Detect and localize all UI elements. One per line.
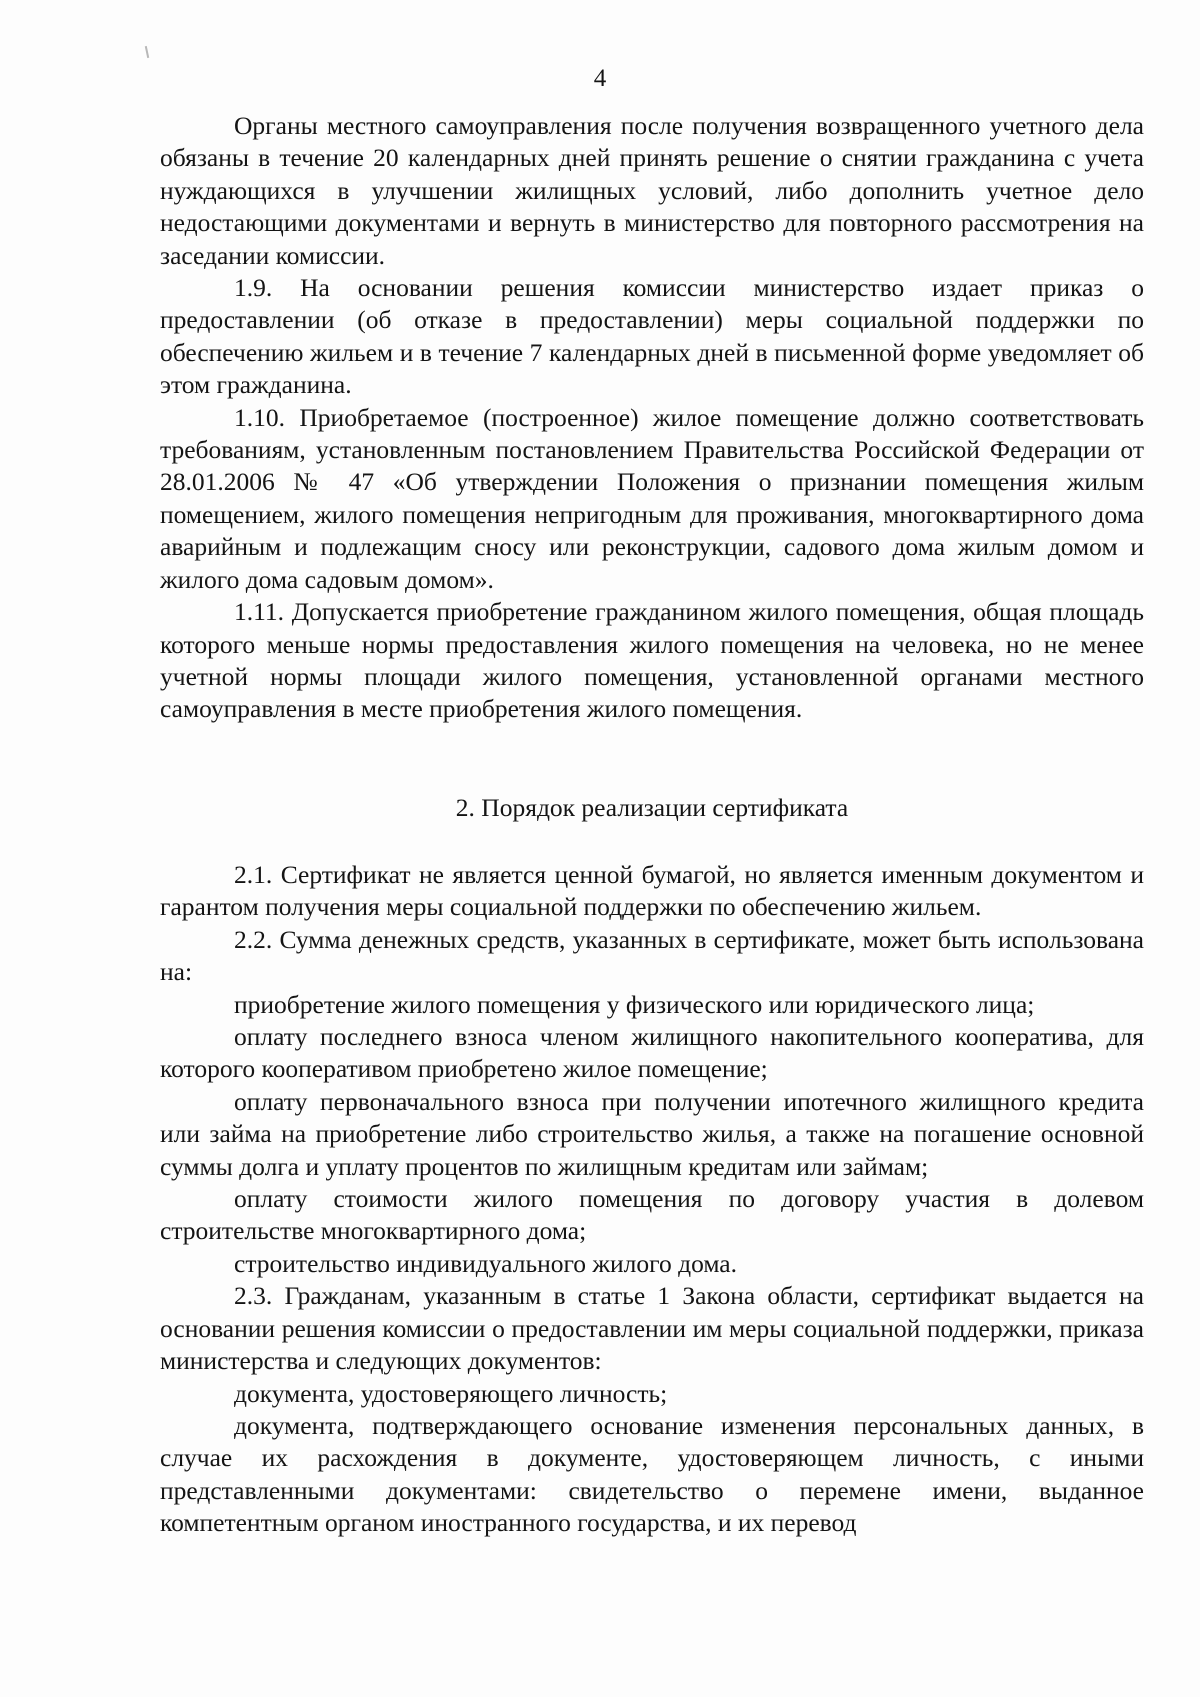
list-item: оплату последнего взноса членом жилищного накопительного кооператива, для которого кооперативом приобретено жилое помещение; bbox=[160, 1022, 1144, 1084]
scan-artifact-mark bbox=[145, 46, 149, 58]
section-heading: 2. Порядок реализации сертификата bbox=[455, 793, 849, 822]
list-item: приобретение жилого помещения у физического или юридического лица; bbox=[234, 989, 1035, 1019]
paragraph: Органы местного самоуправления после получения возвращенного учетного дела обязаны в течение 20 календарных дней принять решение о снятии гражданина с учета нуждающихся в улучшении жилищных условий, либо дополнить учетное дело недостающими документами и вернуть в министерство для повторного рассмотрения на заседании комиссии. bbox=[160, 111, 1144, 270]
text-block-after-heading bbox=[160, 859, 1144, 1540]
list-item: оплату первоначального взноса при получении ипотечного жилищного кредита или займа на приобретение либо строительство жилья, а также на погашение основной суммы долга и уплату процентов по жилищным кредитам или займам; bbox=[160, 1086, 1144, 1181]
list-item: документа, удостоверяющего личность; bbox=[234, 1378, 668, 1408]
list-item: документа, подтверждающего основание изменения персональных данных, в случае их расхождения в документе, удостоверяющем личность, с иными представленными документами: свидетельство о перемене имени, выданное компетентным органом иностранного государства, и их перевод bbox=[160, 1410, 1144, 1538]
list-item: оплату стоимости жилого помещения по договору участия в долевом строительстве многоквартирного дома; bbox=[160, 1184, 1144, 1246]
paragraph-1-11: 1.11. Допускается приобретение гражданином жилого помещения, общая площадь которого меньше нормы предоставления жилого помещения на человека, но не менее учетной нормы площади жилого помещения, установленной органами местного самоуправления в месте приобретения жилого помещения. bbox=[160, 597, 1144, 724]
page-number: 4 bbox=[593, 65, 607, 92]
paragraph-1-9: 1.9. На основании решения комиссии министерство издает приказ о предоставлении (об отказе в предоставлении) меры социальной поддержки по обеспечению жильем и в течение 7 календарных дней в письменной форме уведомляет об этом гражданина. bbox=[160, 273, 1144, 400]
text-block-before-heading bbox=[160, 110, 1144, 726]
list-item: строительство индивидуального жилого дома. bbox=[234, 1248, 738, 1278]
paragraph-1-10: 1.10. Приобретаемое (построенное) жилое помещение должно соответствовать требованиям, установленным постановлением Правительства Российской Федерации от 28.01.2006 № 47 «Об утверждении Положения о признании помещения жилым помещением, жилого помещения непригодным для проживания, многоквартирного дома аварийным и подлежащим сносу или реконструкции, садового дома жилым домом и жилого дома садовым домом». bbox=[160, 402, 1144, 594]
paragraph-2-1: 2.1. Сертификат не является ценной бумагой, но является именным документом и гарантом получения меры социальной поддержки по обеспечению жильем. bbox=[160, 860, 1144, 922]
paragraph-2-2: 2.2. Сумма денежных средств, указанных в сертификате, может быть использована на: bbox=[160, 924, 1144, 987]
paragraph-2-3: 2.3. Гражданам, указанным в статье 1 Закона области, сертификат выдается на основании решения комиссии о предоставлении им меры социальной поддержки, приказа министерства и следующих документов: bbox=[160, 1281, 1144, 1376]
